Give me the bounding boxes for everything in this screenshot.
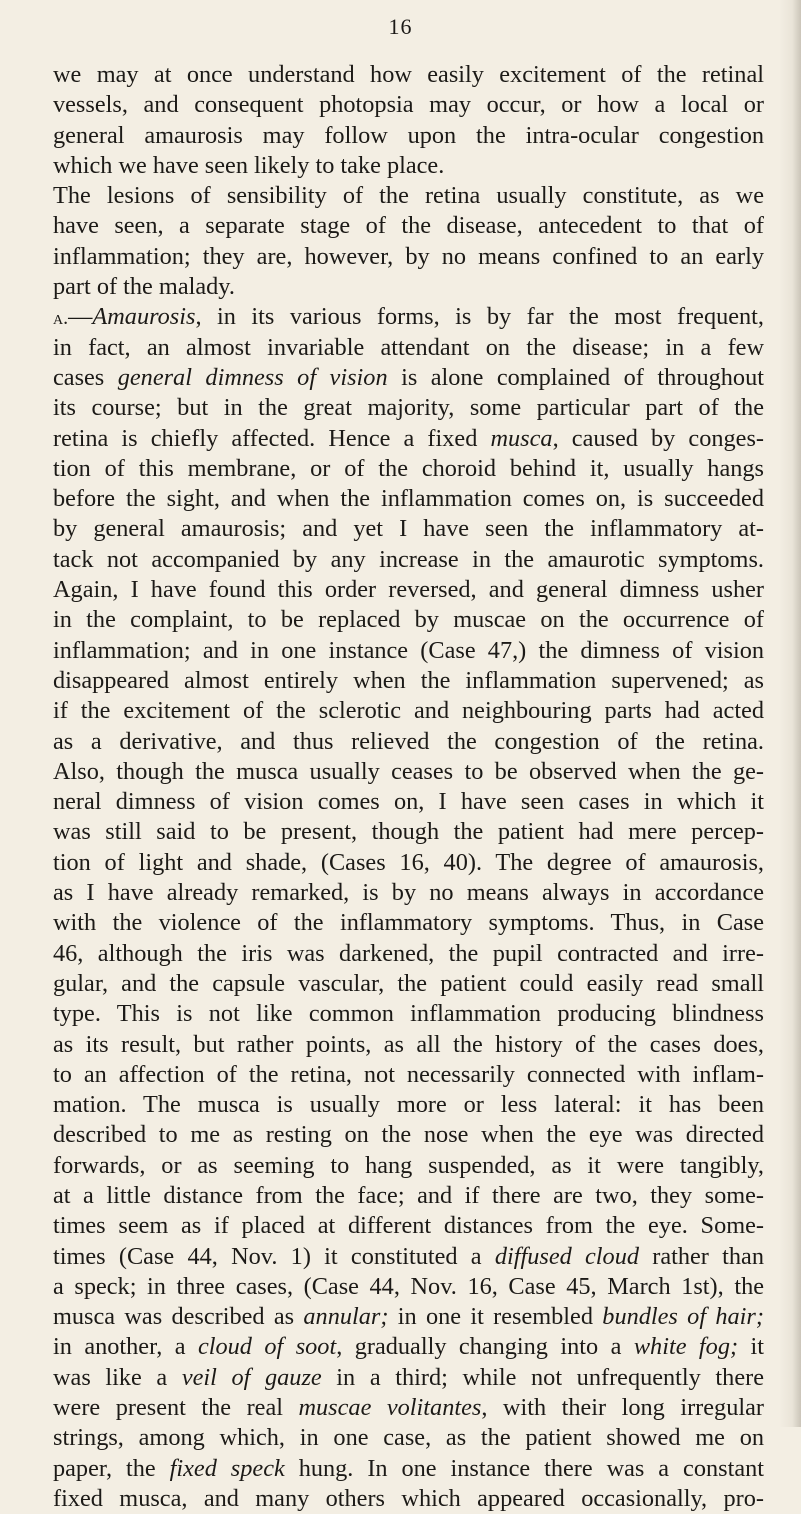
text-run: musca was described as xyxy=(53,1303,304,1331)
text-line xyxy=(53,242,764,272)
text-line xyxy=(53,454,764,484)
text-run: as its result, but rather points, as all the history of the cases does, xyxy=(53,1030,764,1058)
text-line xyxy=(53,121,764,151)
text-run: in fact, an almost invariable attendant on the disease; in a few xyxy=(53,333,764,361)
page-edge-shadow xyxy=(779,0,801,1427)
italic-text: fixed speck xyxy=(169,1454,285,1482)
text-line xyxy=(53,636,764,666)
text-run: forwards, or as seeming to hang suspended, as it were tangibly, xyxy=(53,1151,764,1179)
text-line xyxy=(53,272,764,302)
text-run: Again, I have found this order reversed, and general dimness usher xyxy=(53,576,764,604)
body-text xyxy=(53,60,764,1514)
italic-text: diffused cloud xyxy=(494,1242,639,1270)
text-run: were present the real xyxy=(53,1394,299,1422)
italic-text: musca xyxy=(490,424,553,452)
text-run: retina is chiefly affected. Hence a fixed xyxy=(53,424,491,452)
text-run: described to me as resting on the nose when the eye was directed xyxy=(53,1121,764,1149)
text-line xyxy=(53,605,764,635)
text-run: in one it resembled xyxy=(388,1303,603,1331)
text-line xyxy=(53,727,764,757)
text-run: vessels, and consequent photopsia may occur, or how a local or xyxy=(53,91,764,119)
text-line xyxy=(53,151,764,181)
text-run: paper, the xyxy=(53,1454,170,1482)
text-line xyxy=(53,90,764,120)
text-line xyxy=(53,333,764,363)
text-line xyxy=(53,484,764,514)
text-line xyxy=(53,939,764,969)
text-run: its course; but in the great majority, some particular part of the xyxy=(53,394,764,422)
text-line xyxy=(53,1181,764,1211)
text-run: in the complaint, to be replaced by muscae on the occurrence of xyxy=(53,606,764,634)
text-line xyxy=(53,757,764,787)
text-run: part of the malady. xyxy=(53,273,235,301)
text-line xyxy=(53,60,764,90)
text-run: type. This is not like common inflammation producing blindness xyxy=(53,1000,764,1028)
text-line xyxy=(53,1151,764,1181)
text-run: in a third; while not unfrequently there xyxy=(321,1363,764,1391)
text-line xyxy=(53,181,764,211)
text-run: tack not accompanied by any increase in the amaurotic symptoms. xyxy=(53,545,764,573)
text-line xyxy=(53,1393,764,1423)
text-run: Also, though the musca usually ceases to be observed when the ge- xyxy=(53,757,764,785)
text-line xyxy=(53,1332,764,1362)
text-line xyxy=(53,1423,764,1453)
text-line xyxy=(53,1120,764,1150)
text-line xyxy=(53,848,764,878)
text-run: mation. The musca is usually more or less lateral: it has been xyxy=(53,1091,764,1119)
text-run: it xyxy=(738,1333,764,1361)
italic-text: Amaurosis xyxy=(92,303,196,331)
text-line xyxy=(53,908,764,938)
text-run: if the excitement of the sclerotic and neighbouring parts had acted xyxy=(53,697,764,725)
text-run: neral dimness of vision comes on, I have seen cases in which it xyxy=(53,788,764,816)
text-line xyxy=(53,1242,764,1272)
text-run: fixed musca, and many others which appeared occasionally, pro- xyxy=(53,1484,764,1512)
text-line xyxy=(53,302,764,332)
text-run: at a little distance from the face; and if there are two, they some- xyxy=(53,1181,764,1209)
text-line xyxy=(53,1060,764,1090)
text-run: have seen, a separate stage of the disease, antecedent to that of xyxy=(53,212,764,240)
text-line xyxy=(53,424,764,454)
text-run: in another, a xyxy=(53,1333,198,1361)
text-run: was still said to be present, though the patient had mere percep- xyxy=(53,818,764,846)
text-line xyxy=(53,1090,764,1120)
text-run: as I have already remarked, is by no means always in accordance xyxy=(53,879,764,907)
text-run: The lesions of sensibility of the retina usually constitute, as we xyxy=(53,182,764,210)
text-run: a speck; in three cases, (Case 44, Nov. 16, Case 45, March 1st), the xyxy=(53,1272,764,1300)
text-run: was like a xyxy=(53,1363,182,1391)
text-run: as a derivative, and thus relieved the congestion of the retina. xyxy=(53,727,764,755)
text-run: hung. In one instance there was a constant xyxy=(284,1454,765,1482)
text-run: before the sight, and when the inflammation comes on, is succeeded xyxy=(53,485,764,513)
text-line xyxy=(53,1363,764,1393)
italic-text: annular; xyxy=(303,1303,389,1331)
text-run: tion of light and shade, (Cases 16, 40). The degree of amaurosis, xyxy=(53,848,764,876)
text-run: — xyxy=(68,303,93,331)
text-line xyxy=(53,1484,764,1514)
page-number: 16 xyxy=(388,14,413,39)
text-run: times seem as if placed at different distances from the eye. Some- xyxy=(53,1212,764,1240)
text-run: to an affection of the retina, not necessarily connected with inflam- xyxy=(53,1060,764,1088)
text-line xyxy=(53,393,764,423)
text-line xyxy=(53,1302,764,1332)
text-line xyxy=(53,817,764,847)
text-line xyxy=(53,666,764,696)
text-run: inflammation; and in one instance (Case 47,) the dimness of vision xyxy=(53,636,764,664)
text-line xyxy=(53,545,764,575)
text-run: with the violence of the inflammatory symptoms. Thus, in Case xyxy=(53,909,764,937)
text-line xyxy=(53,787,764,817)
text-run: inflammation; they are, however, by no means confined to an early xyxy=(53,242,764,270)
text-line xyxy=(53,363,764,393)
text-line xyxy=(53,514,764,544)
text-run: cases xyxy=(53,363,118,391)
text-run: times (Case 44, Nov. 1) it constituted a xyxy=(53,1242,495,1270)
text-run: general amaurosis may follow upon the intra-ocular congestion xyxy=(53,121,764,149)
text-line xyxy=(53,969,764,999)
text-run: , caused by conges- xyxy=(552,424,764,452)
text-run: , gradually changing into a xyxy=(336,1333,634,1361)
text-run: tion of this membrane, or of the choroid behind it, usually hangs xyxy=(53,454,764,482)
text-run: which we have seen likely to take place. xyxy=(53,151,445,179)
text-line xyxy=(53,878,764,908)
text-run: strings, among which, in one case, as the patient showed me on xyxy=(53,1424,764,1452)
text-line xyxy=(53,1211,764,1241)
text-run: disappeared almost entirely when the inflammation supervened; as xyxy=(53,666,764,694)
text-run: , in its various forms, is by far the most frequent, xyxy=(195,303,764,331)
text-line xyxy=(53,211,764,241)
italic-text: bundles of hair; xyxy=(602,1303,764,1331)
text-run: gular, and the capsule vascular, the patient could easily read small xyxy=(53,969,764,997)
text-line xyxy=(53,696,764,726)
text-run: 46, although the iris was darkened, the pupil contracted and irre- xyxy=(53,939,764,967)
text-line xyxy=(53,1030,764,1060)
text-line xyxy=(53,1454,764,1484)
text-run: rather than xyxy=(639,1242,764,1270)
text-run: by general amaurosis; and yet I have seen the inflammatory at- xyxy=(53,515,764,543)
italic-text: muscae volitantes xyxy=(298,1394,482,1422)
italic-text: cloud of soot xyxy=(197,1333,337,1361)
text-run: , with their long irregular xyxy=(481,1394,764,1422)
text-line xyxy=(53,1272,764,1302)
text-line xyxy=(53,575,764,605)
section-marker: a. xyxy=(53,307,69,330)
italic-text: general dimness of vision xyxy=(117,363,388,391)
italic-text: white fog; xyxy=(633,1333,739,1361)
text-line xyxy=(53,999,764,1029)
text-run: is alone complained of throughout xyxy=(387,363,764,391)
italic-text: veil of gauze xyxy=(181,1363,322,1391)
text-run: we may at once understand how easily excitement of the retinal xyxy=(53,61,764,88)
